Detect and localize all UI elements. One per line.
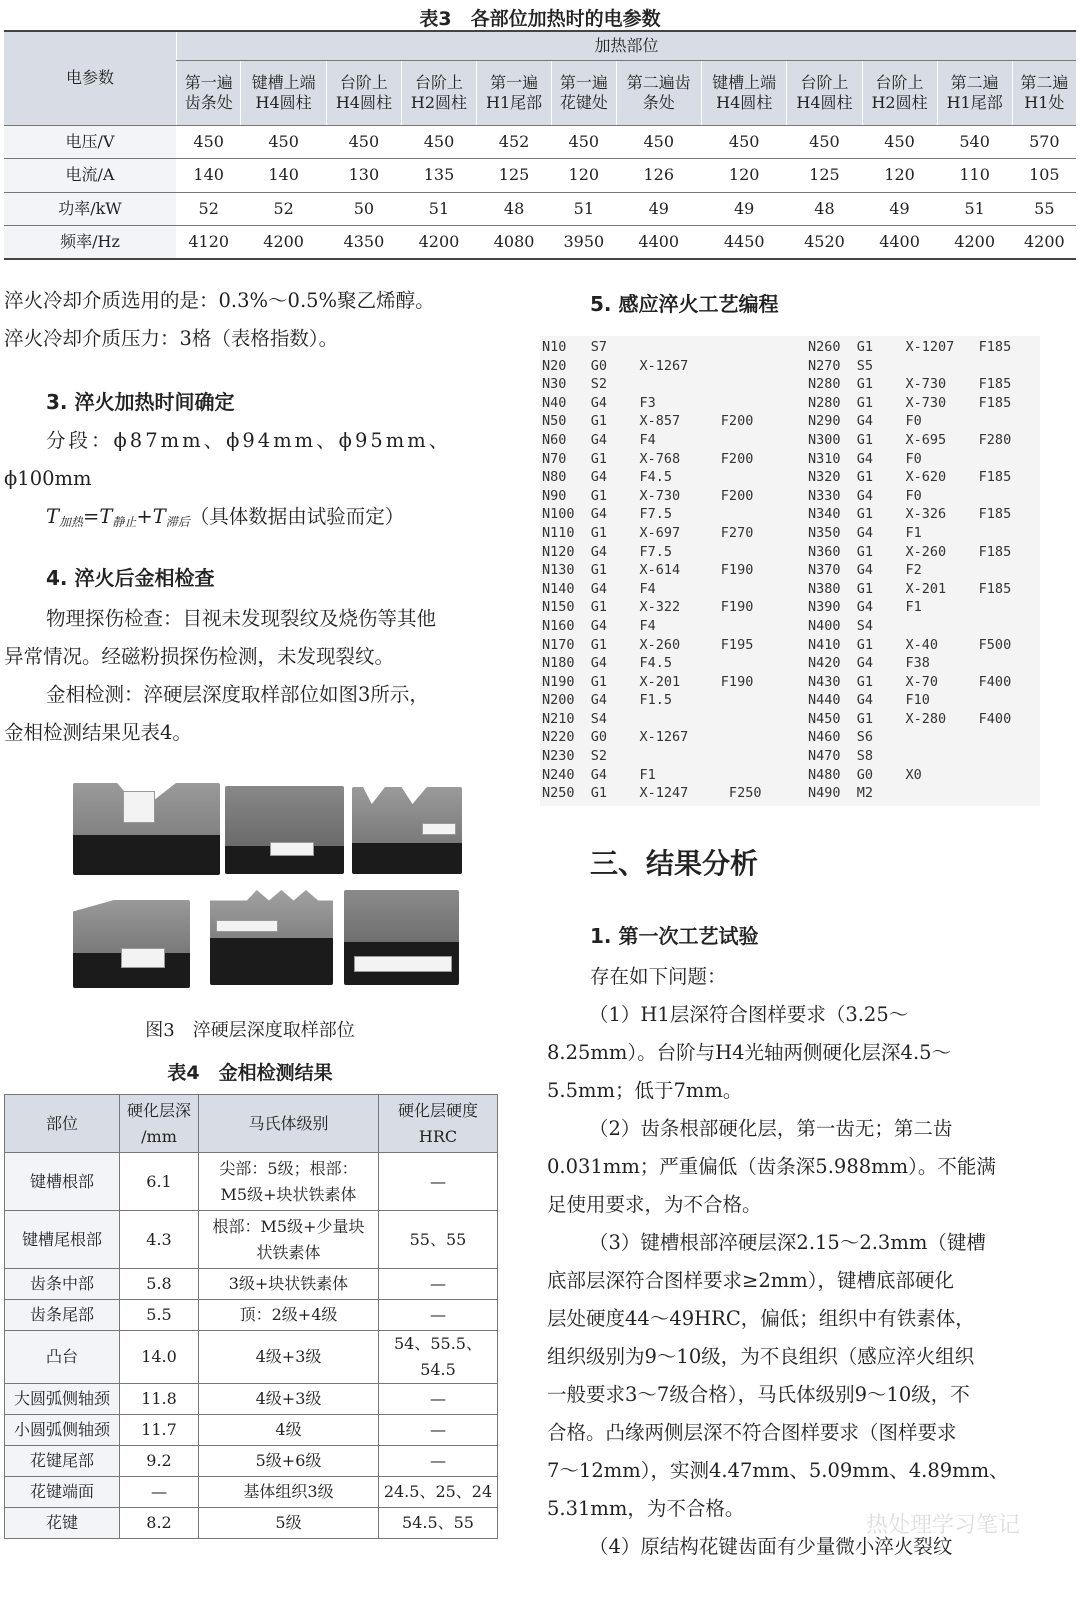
nc-line: N280 G1 X-730 F185 bbox=[808, 394, 1012, 411]
table3-group-header: 加热部位 bbox=[177, 31, 1077, 60]
nc-line: N60 G4 F4 bbox=[542, 431, 656, 448]
figure-caption: 图3 淬硬层深度取样部位 bbox=[145, 1020, 355, 1041]
heading-metallographic: 4. 淬火后金相检查 bbox=[46, 566, 215, 590]
table4-row bbox=[5, 1300, 498, 1331]
table4-row bbox=[5, 1269, 498, 1300]
table3-col-header: 台阶上 H4圆柱 bbox=[787, 60, 862, 125]
nc-line: N300 G1 X-695 F280 bbox=[808, 431, 1012, 448]
table4-depth: 11.8 bbox=[120, 1384, 199, 1415]
nc-line: N330 G4 F0 bbox=[808, 487, 922, 504]
table3-cell: 450 bbox=[241, 125, 326, 158]
results-line: 合格。凸缘两侧层深不符合图样要求（图样要求 bbox=[547, 1421, 957, 1444]
nc-program bbox=[540, 336, 1040, 806]
table4-hrc: — bbox=[379, 1153, 498, 1211]
results-line: 组织级别为9～10级，为不良组织（感应淬火组织 bbox=[547, 1345, 975, 1368]
results-paragraphs bbox=[547, 996, 1039, 1566]
table4-row bbox=[5, 1331, 498, 1384]
table3-cell: 48 bbox=[787, 192, 862, 225]
table3-cell: 3950 bbox=[552, 226, 616, 259]
results-line: 足使用要求，为不合格。 bbox=[547, 1193, 762, 1216]
nc-line: N200 G4 F1.5 bbox=[542, 692, 673, 709]
paragraph-intro: 存在如下问题： bbox=[590, 965, 727, 988]
table3-row-label: 电流/A bbox=[4, 159, 177, 192]
table3 bbox=[4, 30, 1076, 260]
sample-photo-2 bbox=[225, 786, 344, 874]
table3-cell: 140 bbox=[241, 159, 326, 192]
results-line: 层处硬度44～49HRC，偏低；组织中有铁素体， bbox=[547, 1307, 975, 1330]
table4-row bbox=[5, 1153, 498, 1211]
table3-cell: 110 bbox=[937, 159, 1012, 192]
table4-depth: 6.1 bbox=[120, 1153, 199, 1211]
table3-cell: 55 bbox=[1012, 192, 1076, 225]
results-line: （4）原结构花键齿面有少量微小淬火裂纹 bbox=[589, 1535, 953, 1558]
nc-line: N180 G4 F4.5 bbox=[542, 655, 673, 672]
sample-photo-4 bbox=[73, 900, 190, 988]
paragraph-coolant: 淬火冷却介质选用的是：0.3%～0.5%聚乙烯醇。 bbox=[4, 289, 435, 312]
table4-row bbox=[5, 1508, 498, 1539]
table3-title: 表3 各部位加热时的电参数 bbox=[419, 8, 661, 30]
nc-line: N30 S2 bbox=[542, 376, 608, 393]
watermark: 热处理学习笔记 bbox=[865, 1513, 1020, 1538]
nc-line: N250 G1 X-1247 F250 bbox=[542, 785, 762, 802]
table4-part: 凸台 bbox=[5, 1331, 120, 1384]
nc-program-left bbox=[542, 338, 761, 803]
nc-line: N490 M2 bbox=[808, 785, 874, 802]
nc-line: N240 G4 F1 bbox=[542, 766, 656, 783]
table3-cell: 450 bbox=[787, 125, 862, 158]
table3-cell: 120 bbox=[862, 159, 937, 192]
table4-part: 键槽根部 bbox=[5, 1153, 120, 1211]
table3-corner: 电参数 bbox=[4, 31, 177, 125]
paragraph-inspection-2: 异常情况。经磁粉损探伤检测，未发现裂纹。 bbox=[4, 645, 395, 668]
nc-line: N370 G4 F2 bbox=[808, 562, 922, 579]
table4-martensite-grade: 5级 bbox=[199, 1508, 379, 1539]
table4-depth: 5.8 bbox=[120, 1269, 199, 1300]
table3-cell: 125 bbox=[477, 159, 552, 192]
table3-cell: 51 bbox=[937, 192, 1012, 225]
table3-cell: 130 bbox=[326, 159, 401, 192]
results-line: 底部层深符合图样要求≥2mm），键槽底部硬化 bbox=[547, 1269, 954, 1292]
table3-row bbox=[4, 125, 1076, 158]
table4-part: 花键端面 bbox=[5, 1477, 120, 1508]
table4-hrc: 24.5、25、24 bbox=[379, 1477, 498, 1508]
table4-part: 花键 bbox=[5, 1508, 120, 1539]
table3-cell: 570 bbox=[1012, 125, 1076, 158]
results-line: 一般要求3～7级合格），马氏体级别9～10级，不 bbox=[547, 1383, 970, 1406]
nc-line: N190 G1 X-201 F190 bbox=[542, 673, 754, 690]
table3-col-header: 第二遍 H1尾部 bbox=[937, 60, 1012, 125]
table3-cell: 4350 bbox=[326, 226, 401, 259]
table4-hrc: — bbox=[379, 1384, 498, 1415]
paragraph-pressure: 淬火冷却介质压力：3格（表格指数）。 bbox=[4, 327, 339, 350]
nc-line: N340 G1 X-326 F185 bbox=[808, 506, 1012, 523]
table3-cell: 4080 bbox=[477, 226, 552, 259]
heading-programming: 5. 感应淬火工艺编程 bbox=[590, 292, 779, 316]
nc-line: N320 G1 X-620 F185 bbox=[808, 469, 1012, 486]
heading-first-trial: 1. 第一次工艺试验 bbox=[590, 924, 759, 948]
table3-cell: 48 bbox=[477, 192, 552, 225]
table3-row bbox=[4, 159, 1076, 192]
nc-line: N10 S7 bbox=[542, 339, 608, 355]
table4-row bbox=[5, 1477, 498, 1508]
table3-col-header: 键槽上端 H4圆柱 bbox=[701, 60, 786, 125]
table3-cell: 4450 bbox=[701, 226, 786, 259]
table3-col-header: 第一遍 齿条处 bbox=[177, 60, 241, 125]
table3-cell: 4200 bbox=[241, 226, 326, 259]
table3-cell: 50 bbox=[326, 192, 401, 225]
table3-col-header: 第二遍 H1处 bbox=[1012, 60, 1076, 125]
table4-row bbox=[5, 1446, 498, 1477]
table3-cell: 450 bbox=[401, 125, 476, 158]
table4-hrc: — bbox=[379, 1415, 498, 1446]
table3-row bbox=[4, 226, 1076, 259]
table3-cell: 4400 bbox=[616, 226, 701, 259]
nc-line: N420 G4 F38 bbox=[808, 655, 930, 672]
table3-cell: 49 bbox=[616, 192, 701, 225]
nc-line: N270 S5 bbox=[808, 357, 874, 374]
table4-part: 小圆弧侧轴颈 bbox=[5, 1415, 120, 1446]
results-line: （3）键槽根部淬硬层深2.15～2.3mm（键槽 bbox=[589, 1231, 986, 1254]
paragraph-inspection-1: 物理探伤检查：目视未发现裂纹及烧伤等其他 bbox=[46, 607, 437, 630]
table3-cell: 126 bbox=[616, 159, 701, 192]
table3-col-header: 台阶上 H2圆柱 bbox=[401, 60, 476, 125]
table4-martensite-grade: 5级+6级 bbox=[199, 1446, 379, 1477]
table4-martensite-grade: 4级 bbox=[199, 1415, 379, 1446]
table4-hrc: 55、55 bbox=[379, 1211, 498, 1269]
nc-line: N160 G4 F4 bbox=[542, 617, 656, 634]
table3-cell: 450 bbox=[177, 125, 241, 158]
results-line: 5.5mm；低于7mm。 bbox=[547, 1079, 743, 1102]
nc-line: N290 G4 F0 bbox=[808, 413, 922, 430]
table3-cell: 450 bbox=[616, 125, 701, 158]
nc-line: N410 G1 X-40 F500 bbox=[808, 636, 1012, 653]
table4 bbox=[4, 1094, 498, 1539]
table4-depth: 4.3 bbox=[120, 1211, 199, 1269]
results-line: （2）齿条根部硬化层，第一齿无；第二齿 bbox=[589, 1117, 953, 1140]
nc-line: N380 G1 X-201 F185 bbox=[808, 580, 1012, 597]
nc-line: N110 G1 X-697 F270 bbox=[542, 524, 754, 541]
table4-depth: — bbox=[120, 1477, 199, 1508]
results-line: 5.31mm，为不合格。 bbox=[547, 1497, 745, 1520]
table3-cell: 105 bbox=[1012, 159, 1076, 192]
nc-line: N360 G1 X-260 F185 bbox=[808, 543, 1012, 560]
sample-photo-5 bbox=[210, 890, 333, 985]
table3-cell: 120 bbox=[701, 159, 786, 192]
table3-cell: 452 bbox=[477, 125, 552, 158]
table3-col-header: 第一遍 花键处 bbox=[552, 60, 616, 125]
table3-row-label: 频率/Hz bbox=[4, 226, 177, 259]
results-line: 0.031mm；严重偏低（齿条深5.988mm）。不能满 bbox=[547, 1155, 996, 1178]
nc-line: N210 S4 bbox=[542, 710, 608, 727]
nc-line: N280 G1 X-730 F185 bbox=[808, 376, 1012, 393]
table4-hrc: 54.5、55 bbox=[379, 1508, 498, 1539]
table3-cell: 450 bbox=[326, 125, 401, 158]
nc-line: N230 S2 bbox=[542, 748, 608, 765]
table4-martensite-grade: 基体组织3级 bbox=[199, 1477, 379, 1508]
nc-line: N40 G4 F3 bbox=[542, 394, 656, 411]
table3-cell: 120 bbox=[552, 159, 616, 192]
paragraph-inspection-4: 金相检测结果见表4。 bbox=[4, 721, 192, 744]
nc-line: N220 G0 X-1267 bbox=[542, 729, 689, 746]
table4-martensite-grade: 4级+3级 bbox=[199, 1384, 379, 1415]
sample-photo-6 bbox=[344, 890, 459, 985]
table4-header-depth: 硬化层深 /mm bbox=[120, 1095, 199, 1153]
paragraph-segments: 分段：ϕ87mm、ϕ94mm、ϕ95mm、 bbox=[46, 429, 452, 452]
paragraph-segments-2: ϕ100mm bbox=[4, 467, 92, 490]
table4-hrc: — bbox=[379, 1300, 498, 1331]
nc-line: N310 G4 F0 bbox=[808, 450, 922, 467]
nc-line: N120 G4 F7.5 bbox=[542, 543, 673, 560]
table3-cell: 49 bbox=[862, 192, 937, 225]
nc-line: N50 G1 X-857 F200 bbox=[542, 413, 754, 430]
nc-line: N170 G1 X-260 F195 bbox=[542, 636, 754, 653]
table3-col-header: 第二遍齿 条处 bbox=[616, 60, 701, 125]
nc-program-right bbox=[808, 338, 1011, 803]
table4-part: 大圆弧侧轴颈 bbox=[5, 1384, 120, 1415]
table4-part: 齿条中部 bbox=[5, 1269, 120, 1300]
table4-martensite-grade: 顶：2级+4级 bbox=[199, 1300, 379, 1331]
table4-header-part: 部位 bbox=[5, 1095, 120, 1153]
table4-part: 键槽尾根部 bbox=[5, 1211, 120, 1269]
table4-row bbox=[5, 1384, 498, 1415]
table4-martensite-grade: 根部：M5级+少量块 状铁素体 bbox=[199, 1211, 379, 1269]
nc-line: N20 G0 X-1267 bbox=[542, 357, 689, 374]
table4-depth: 11.7 bbox=[120, 1415, 199, 1446]
nc-line: N260 G1 X-1207 F185 bbox=[808, 339, 1012, 355]
nc-line: N440 G4 F10 bbox=[808, 692, 930, 709]
table3-cell: 51 bbox=[552, 192, 616, 225]
table3-cell: 52 bbox=[241, 192, 326, 225]
table4-depth: 9.2 bbox=[120, 1446, 199, 1477]
heading-heating-time: 3. 淬火加热时间确定 bbox=[46, 390, 235, 414]
table4-depth: 8.2 bbox=[120, 1508, 199, 1539]
table3-cell: 140 bbox=[177, 159, 241, 192]
table3-col-header: 第一遍 H1尾部 bbox=[477, 60, 552, 125]
table3-col-header: 台阶上 H4圆柱 bbox=[326, 60, 401, 125]
nc-line: N90 G1 X-730 F200 bbox=[542, 487, 754, 504]
formula: $T_{加热}=T_{静止}+T_{滞后}$（具体数据由试验而定） bbox=[46, 505, 405, 529]
table4-hrc: — bbox=[379, 1269, 498, 1300]
nc-line: N390 G4 F1 bbox=[808, 599, 922, 616]
table3-cell: 4200 bbox=[401, 226, 476, 259]
table3-col-header: 键槽上端 H4圆柱 bbox=[241, 60, 326, 125]
results-line: （1）H1层深符合图样要求（3.25～ bbox=[589, 1003, 909, 1026]
table4-header-martensite: 马氏体级别 bbox=[199, 1095, 379, 1153]
table3-cell: 450 bbox=[552, 125, 616, 158]
table4-row bbox=[5, 1415, 498, 1446]
table3-col-header: 台阶上 H2圆柱 bbox=[862, 60, 937, 125]
table4-row bbox=[5, 1211, 498, 1269]
table4-part: 花键尾部 bbox=[5, 1446, 120, 1477]
table3-cell: 450 bbox=[862, 125, 937, 158]
nc-line: N450 G1 X-280 F400 bbox=[808, 710, 1012, 727]
table3-cell: 135 bbox=[401, 159, 476, 192]
nc-line: N460 S6 bbox=[808, 729, 874, 746]
table4-martensite-grade: 4级+3级 bbox=[199, 1331, 379, 1384]
nc-line: N130 G1 X-614 F190 bbox=[542, 562, 754, 579]
paragraph-inspection-3: 金相检测：淬硬层深度取样部位如图3所示， bbox=[46, 683, 429, 706]
table3-cell: 4120 bbox=[177, 226, 241, 259]
table4-depth: 14.0 bbox=[120, 1331, 199, 1384]
sample-photo-1 bbox=[73, 783, 220, 875]
table4-title: 表4 金相检测结果 bbox=[167, 1062, 333, 1084]
results-line: 8.25mm）。台阶与H4光轴两侧硬化层深4.5～ bbox=[547, 1041, 952, 1064]
table4-depth: 5.5 bbox=[120, 1300, 199, 1331]
table3-cell: 52 bbox=[177, 192, 241, 225]
nc-line: N100 G4 F7.5 bbox=[542, 506, 673, 523]
section-heading-results: 三、结果分析 bbox=[590, 847, 759, 880]
table3-cell: 450 bbox=[701, 125, 786, 158]
nc-line: N480 G0 X0 bbox=[808, 766, 922, 783]
table4-hrc: 54、55.5、54.5 bbox=[379, 1331, 498, 1384]
nc-line: N70 G1 X-768 F200 bbox=[542, 450, 754, 467]
nc-line: N400 S4 bbox=[808, 617, 874, 634]
sample-photo-3 bbox=[352, 787, 462, 874]
table4-part: 齿条尾部 bbox=[5, 1300, 120, 1331]
table4-hrc: — bbox=[379, 1446, 498, 1477]
nc-line: N80 G4 F4.5 bbox=[542, 469, 673, 486]
table3-row-label: 电压/V bbox=[4, 125, 177, 158]
table3-row-label: 功率/kW bbox=[4, 192, 177, 225]
table3-cell: 4520 bbox=[787, 226, 862, 259]
nc-line: N350 G4 F1 bbox=[808, 524, 922, 541]
table3-cell: 540 bbox=[937, 125, 1012, 158]
nc-line: N150 G1 X-322 F190 bbox=[542, 599, 754, 616]
nc-line: N140 G4 F4 bbox=[542, 580, 656, 597]
table3-cell: 49 bbox=[701, 192, 786, 225]
table4-header-hrc: 硬化层硬度 HRC bbox=[379, 1095, 498, 1153]
nc-line: N470 S8 bbox=[808, 748, 874, 765]
nc-line: N430 G1 X-70 F400 bbox=[808, 673, 1012, 690]
results-line: 7～12mm），实测4.47mm、5.09mm、4.89mm、 bbox=[547, 1459, 1009, 1482]
table3-cell: 4200 bbox=[937, 226, 1012, 259]
table3-cell: 51 bbox=[401, 192, 476, 225]
table3-cell: 125 bbox=[787, 159, 862, 192]
table4-martensite-grade: 尖部：5级；根部： M5级+块状铁素体 bbox=[199, 1153, 379, 1211]
table4-martensite-grade: 3级+块状铁素体 bbox=[199, 1269, 379, 1300]
table3-row bbox=[4, 192, 1076, 225]
table3-cell: 4400 bbox=[862, 226, 937, 259]
table3-cell: 4200 bbox=[1012, 226, 1076, 259]
